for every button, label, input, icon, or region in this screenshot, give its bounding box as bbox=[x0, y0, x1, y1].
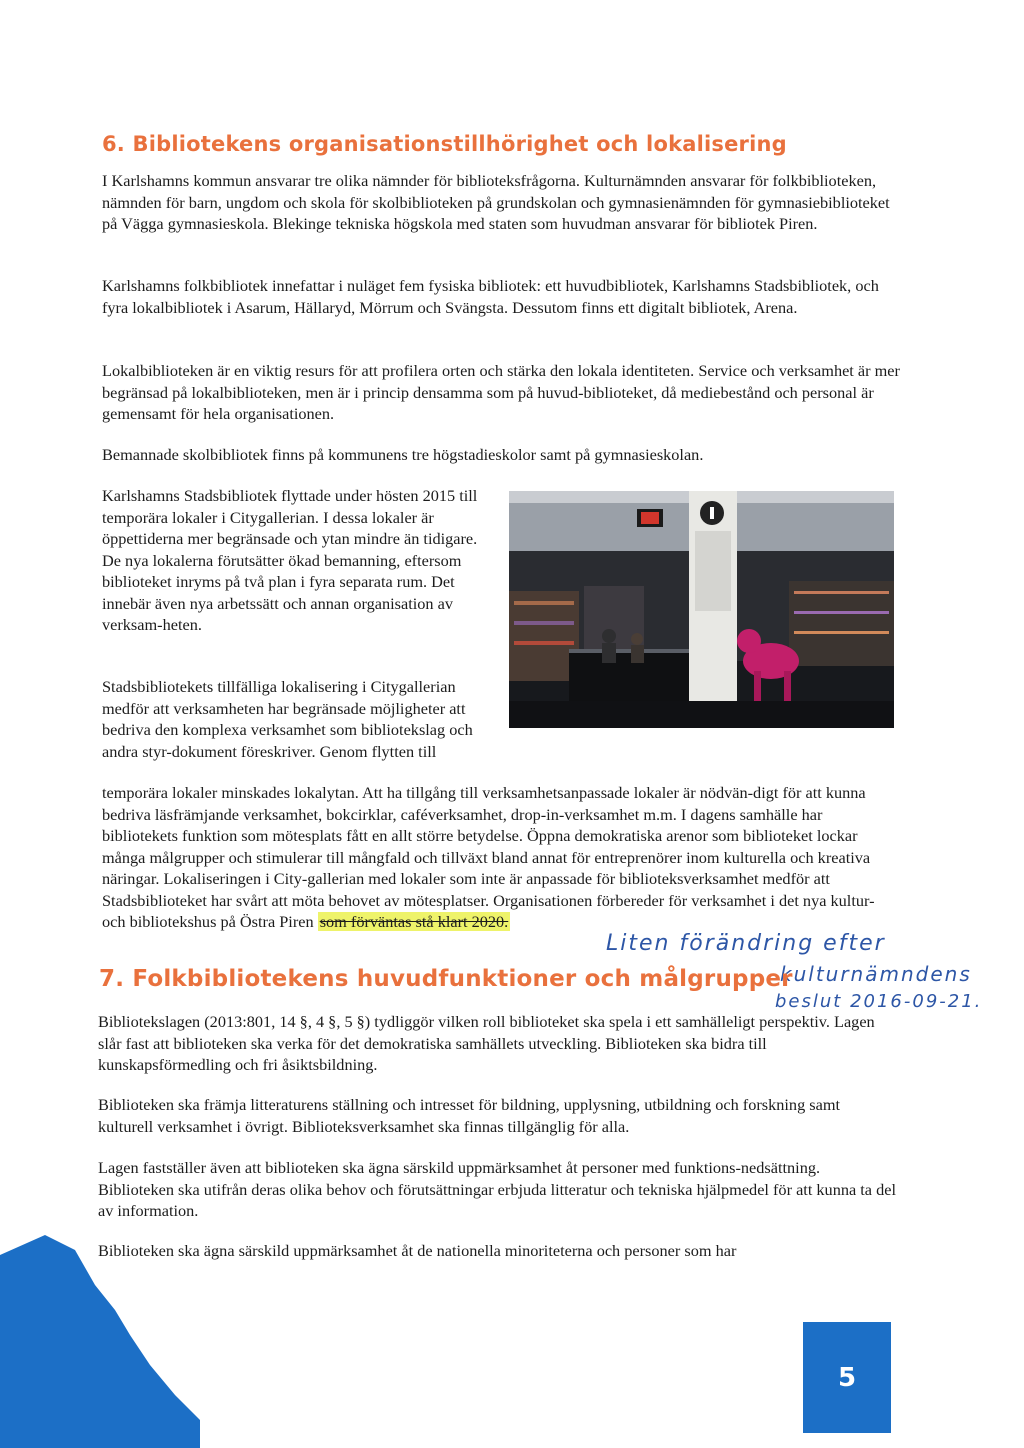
blue-corner-graphic bbox=[0, 1215, 200, 1448]
paragraph-continuation bbox=[102, 782, 902, 933]
section-6-heading: 6. Bibliotekens organisationstillhörighet och lokalisering bbox=[102, 132, 787, 156]
paragraph-committees: I Karlshamns kommun ansvarar tre olika nämnder för biblioteksfrågorna. Kulturnämnden ansvarar för folkbiblioteken, nämnden för barn, ungdom och skola för skolbiblioteken på grundskolan och gymnasienämnden för gymnasiebiblioteket på Vägga gymnasieskola. Blekinge tekniska högskola med staten som huvudman ansvarar för bibliotek Piren. bbox=[102, 171, 890, 233]
page-number-box bbox=[803, 1322, 891, 1433]
library-interior-photo bbox=[509, 491, 894, 728]
struck-highlighted-text: som förväntas stå klart 2020. bbox=[319, 912, 509, 931]
paragraph-libraries: Karlshamns folkbibliotek innefattar i nuläget fem fysiska bibliotek: ett huvudbibliotek, Karlshamns Stadsbibliotek, och fyra lokalbibliotek i Asarum, Hällaryd, Mörrum och Svängsta. Dessutom finns ett digitalt bibliotek, Arena. bbox=[102, 276, 879, 317]
handwritten-note-line-2: kulturnämndens bbox=[780, 962, 972, 986]
paragraph-temporary-location: Stadsbibliotekets tillfälliga lokalisering i Citygallerian medför att verksamheten har begränsade möjligheter att bedriva den komplexa verksamhet som bibliotekslag och andra styr-dokument föreskriver. Genom flytten till bbox=[102, 677, 473, 761]
handwritten-note-line-1: Liten förändring efter bbox=[606, 931, 886, 956]
paragraph-local-libraries: Lokalbiblioteken är en viktig resurs för att profilera orten och stärka den lokala identiteten. Service och verksamhet är mer begränsad på lokalbiblioteken, men är i princip densamma som på huvud-biblioteket, då mediebestånd och personal är gemensamt för hela organisationen. bbox=[102, 361, 900, 423]
paragraph-relocation: Karlshamns Stadsbibliotek flyttade under hösten 2015 till temporära lokaler i Citygallerian. I dessa lokaler är öppettiderna mer begränsade och ytan mindre än tidigare. De nya lokalerna förutsätter ökad bemanning, eftersom biblioteket inryms på två plan i fyra separata rum. Det innebär även nya arbetssätt och annan organisation av verksam-heten. bbox=[102, 486, 478, 634]
continuation-text: temporära lokaler minskades lokalytan. Att ha tillgång till verksamhetsanpassade lokaler är nödvän-digt för att kunna bedriva läsfrämjande verksamhet, bokcirklar, caféverksamhet, drop-in-verksamhet m.m. I dagens samhälle har bibliotekets funktion som mötesplats fått en allt större betydelse. Öppna demokratiska arenor som biblioteket lockar många målgrupper och stimulerar till mångfald och tillväxt bland annat för entreprenörer inom kulturella och kreativa näringar. Lokaliseringen i City-gallerian med lokaler som inte är anpassade för biblioteksverksamhet medför att Stadsbiblioteket har svårt att möta behovet av mötesplatser. Organisationen förbereder för verksamhet i det nya kultur- och bibliotekshus på Östra Piren bbox=[102, 783, 875, 931]
paragraph-promote-literature: Biblioteken ska främja litteraturens ställning och intresset för bildning, upplysning, utbildning och forskning samt kulturell verksamhet i övrigt. Biblioteksverksamhet ska finnas tillgänglig för alla. bbox=[98, 1095, 841, 1136]
handwritten-note-line-3: beslut 2016-09-21. bbox=[775, 991, 983, 1012]
section-7-heading: 7. Folkbibliotekens huvudfunktioner och målgrupper bbox=[99, 966, 793, 992]
paragraph-minorities: Biblioteken ska ägna särskild uppmärksamhet åt de nationella minoriteterna och personer som har bbox=[98, 1241, 737, 1260]
paragraph-school-libraries: Bemannade skolbibliotek finns på kommunens tre högstadieskolor samt på gymnasieskolan. bbox=[102, 445, 704, 464]
paragraph-disabilities: Lagen fastställer även att biblioteken ska ägna särskild uppmärksamhet åt personer med funktions-nedsättning. Biblioteken ska utifrån deras olika behov och förutsättningar erbjuda litteratur och tekniska hjälpmedel för att kunna ta del av information. bbox=[98, 1158, 896, 1220]
paragraph-library-law: Bibliotekslagen (2013:801, 14 §, 4 §, 5 §) tydliggör vilken roll biblioteket ska spela i ett samhälleligt perspektiv. Lagen slår fast att biblioteken ska verka för det demokratiska samhällets utveckling. Biblioteken ska bidra till kunskapsförmedling och fri åsiktsbildning. bbox=[98, 1012, 875, 1074]
page-number: 5 bbox=[837, 1362, 857, 1393]
